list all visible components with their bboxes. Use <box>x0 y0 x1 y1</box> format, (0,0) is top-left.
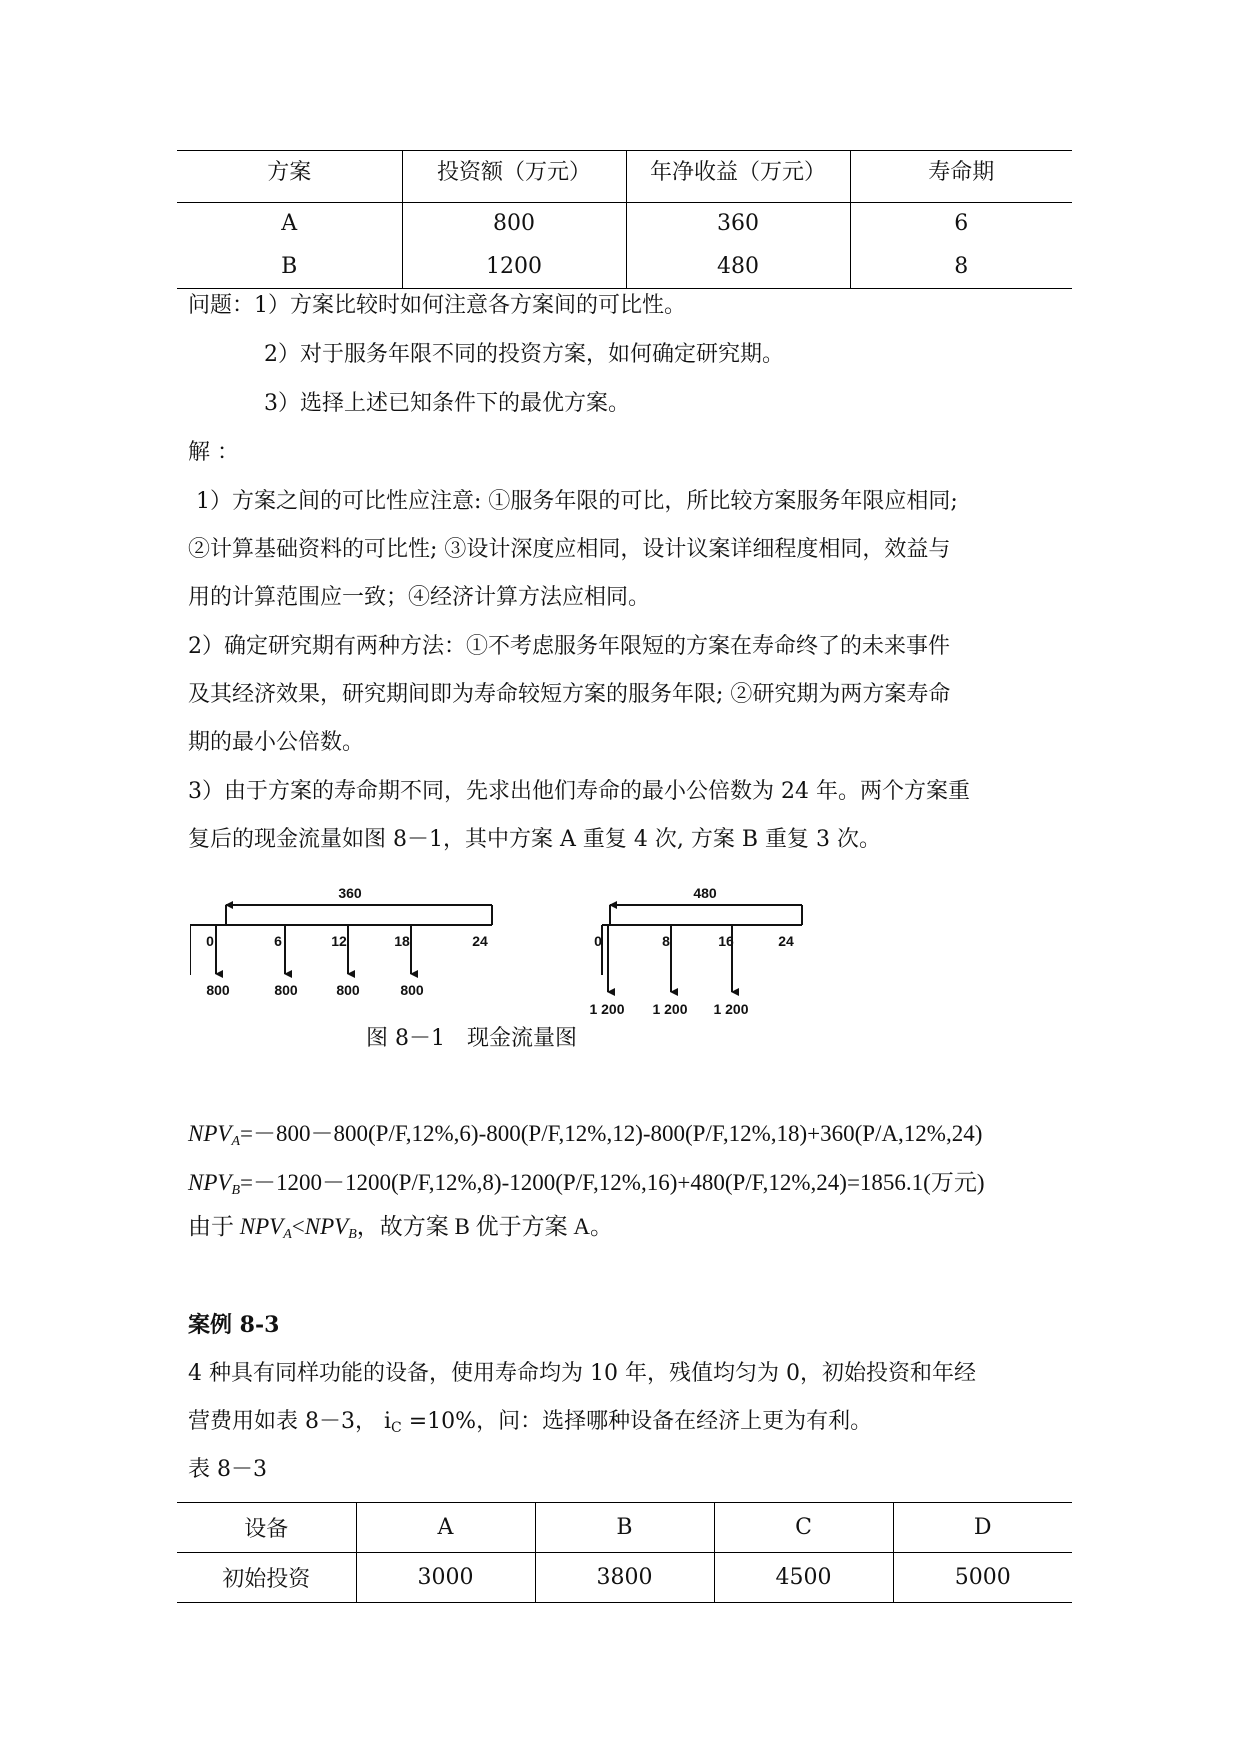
table-cell: 1200 <box>402 245 626 289</box>
npv-a-subscript: A <box>231 1134 241 1149</box>
flow-a-time-label: 24 <box>472 933 488 949</box>
table-cell: A <box>177 203 402 245</box>
table-header-cell: B <box>535 1503 714 1553</box>
solution-label: 解 ： <box>188 440 239 465</box>
question-3: 3）选择上述已知条件下的最优方案。 <box>264 391 630 416</box>
flow-a-time-label: 18 <box>394 933 410 949</box>
flow-a-outflow-label: 800 <box>400 982 424 998</box>
table-cell: 8 <box>954 253 969 279</box>
figure-caption: 图 8－1 现金流量图 <box>366 1026 577 1051</box>
table-cell: 4500 <box>714 1553 893 1603</box>
table-header-row <box>177 151 1072 203</box>
flow-b-time-label: 24 <box>778 933 794 949</box>
solution-p2-line: 及其经济效果，研究期间即为寿命较短方案的服务年限; ②研究期为两方案寿命 <box>188 682 951 707</box>
table-cell: 360 <box>626 203 850 245</box>
investment-table <box>177 150 1072 289</box>
table-cell: 480 <box>626 245 850 289</box>
table-cell: 5000 <box>954 1565 1011 1590</box>
flow-b-outflow-label: 1 200 <box>652 1001 688 1017</box>
flow-b-time-label: 16 <box>718 933 734 949</box>
flow-b-outflow-label: 1 200 <box>589 1001 625 1017</box>
question-1: 问题：1）方案比较时如何注意各方案间的可比性。 <box>188 293 686 318</box>
flow-a-time-label: 0 <box>206 933 214 949</box>
npv-a-subscript: A <box>283 1227 292 1242</box>
question-2: 2）对于服务年限不同的投资方案，如何确定研究期。 <box>264 342 784 367</box>
case-text-sub: C <box>391 1420 402 1436</box>
table-header-cell: 方案 <box>177 151 402 203</box>
solution-p3-line: 复后的现金流量如图 8－1，其中方案 A 重复 4 次, 方案 B 重复 3 次。 <box>188 827 881 852</box>
solution-p1-line: 1）方案之间的可比性应注意: ①服务年限的可比，所比较方案服务年限应相同; <box>196 489 958 514</box>
cash-flow-diagram <box>190 880 810 1030</box>
cash-flow-diagram-a <box>190 885 492 998</box>
npv-a-formula <box>188 1115 982 1150</box>
table-label: 表 8－3 <box>188 1457 267 1482</box>
case-text-line <box>188 1407 872 1443</box>
flow-a-outflow-label: 800 <box>206 982 230 998</box>
flow-a-annual-label: 360 <box>338 885 362 901</box>
table-header-cell: D <box>893 1503 1072 1553</box>
npv-b-formula <box>188 1164 984 1199</box>
solution-p3-line: 3）由于方案的寿命期不同，先求出他们寿命的最小公倍数为 24 年。两个方案重 <box>188 779 970 804</box>
flow-a-time-label: 12 <box>331 933 347 949</box>
table-cell: 6 <box>954 211 969 237</box>
flow-a-time-label: 6 <box>274 933 282 949</box>
table-cell: 3800 <box>535 1553 714 1603</box>
npv-a-symbol: NPV <box>239 1214 284 1239</box>
flow-b-outflow-label: 1 200 <box>713 1001 749 1017</box>
equipment-table <box>177 1502 1072 1603</box>
table-row <box>177 245 1072 289</box>
flow-b-annual-label: 480 <box>693 885 717 901</box>
case-title: 案例 8-3 <box>188 1312 280 1338</box>
case-text-pre: 营费用如表 8－3， i <box>188 1409 392 1434</box>
table-header-row <box>177 1503 1072 1553</box>
conclusion <box>188 1212 613 1250</box>
table-cell: 3000 <box>356 1553 535 1603</box>
conclusion-lt: < <box>291 1214 305 1239</box>
table-header-cell: 寿命期 <box>850 151 1072 203</box>
table-cell: 初始投资 <box>177 1553 356 1603</box>
conclusion-pre: 由于 <box>188 1214 240 1239</box>
table-cell: B <box>177 245 402 289</box>
npv-b-subscript: B <box>348 1227 357 1242</box>
table-header-cell: C <box>714 1503 893 1553</box>
table-header-cell: 年净收益（万元） <box>626 151 850 203</box>
flow-a-outflow-label: 800 <box>274 982 298 998</box>
npv-a-expression: =－800－800(P/F,12%,6)-800(P/F,12%,12)-800(P/F,12%,18)+360(P/A,12%,24) <box>240 1121 983 1146</box>
cash-flow-diagram-b <box>589 885 802 1017</box>
npv-b-symbol: NPV <box>304 1214 349 1239</box>
solution-p2-line: 期的最小公倍数。 <box>188 730 365 755</box>
npv-b-subscript: B <box>231 1183 241 1198</box>
case-text-line: 4 种具有同样功能的设备，使用寿命均为 10 年，残值均匀为 0，初始投资和年经 <box>188 1361 976 1386</box>
conclusion-post: ，故方案 B 优于方案 A。 <box>356 1214 613 1239</box>
flow-a-outflow-label: 800 <box>336 982 360 998</box>
table-row <box>177 203 1072 245</box>
solution-p1-line: ②计算基础资料的可比性; ③设计深度应相同，设计议案详细程度相同，效益与 <box>188 537 951 562</box>
table-header-cell: A <box>356 1503 535 1553</box>
table-row <box>177 1553 1072 1603</box>
table-header-cell: 设备 <box>177 1503 356 1553</box>
case-text-post: =10%，问：选择哪种设备在经济上更为有利。 <box>401 1409 873 1434</box>
table-header-cell: 投资额（万元） <box>402 151 626 203</box>
flow-b-time-label: 8 <box>662 933 670 949</box>
npv-b-expression: =－1200－1200(P/F,12%,8)-1200(P/F,12%,16)+480(P/F,12%,24)=1856.1(万元) <box>240 1170 985 1195</box>
npv-a-symbol: NPV <box>188 1121 232 1146</box>
table-cell: 800 <box>402 203 626 245</box>
npv-b-symbol: NPV <box>188 1170 232 1195</box>
solution-p2-line: 2）确定研究期有两种方法：①不考虑服务年限短的方案在寿命终了的未来事件 <box>188 634 950 659</box>
flow-b-time-label: 0 <box>594 933 602 949</box>
solution-p1-line: 用的计算范围应一致；④经济计算方法应相同。 <box>188 585 651 610</box>
